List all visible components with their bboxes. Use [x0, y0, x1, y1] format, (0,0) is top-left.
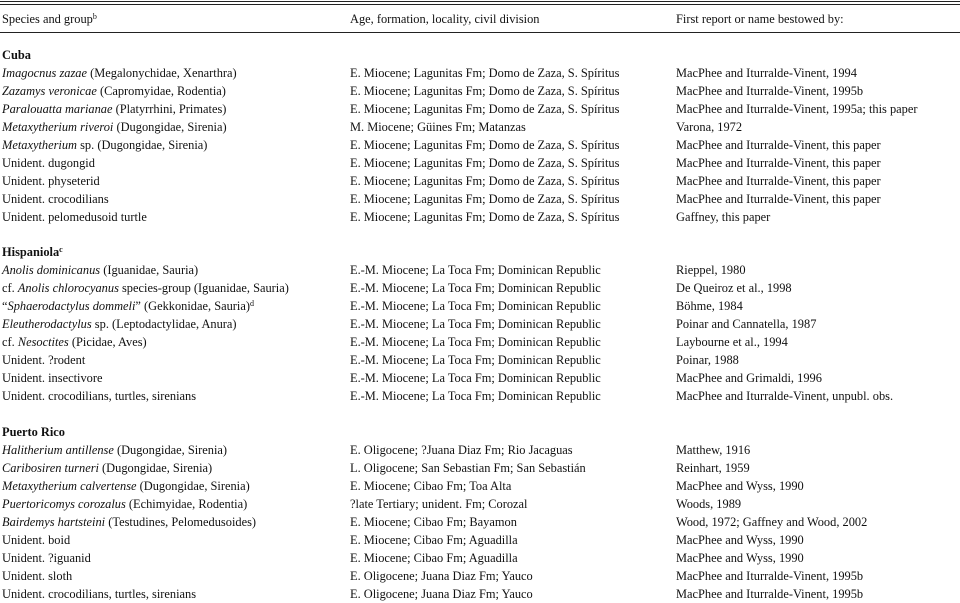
species-group: (Dugongidae, Sirenia): [113, 120, 227, 134]
species-name: Metaxytherium calvertense: [2, 479, 137, 493]
table-row: [0, 477, 960, 495]
table-row: [0, 531, 960, 549]
species-cell: [2, 118, 227, 136]
species-group: (Testudines, Pelomedusoides): [105, 515, 257, 529]
report-cell: Böhme, 1984: [676, 299, 743, 313]
species-prefix: cf.: [2, 335, 18, 349]
top-rule-1: [0, 1, 960, 2]
species-name: Paralouatta marianae: [2, 102, 113, 116]
species-group: (Megalonychidae, Xenarthra): [87, 66, 237, 80]
age-cell: E. Miocene; Lagunitas Fm; Domo de Zaza, S. Spíritus: [350, 138, 620, 152]
species-prefix: Unident. insectivore: [2, 371, 103, 385]
report-cell: Gaffney, this paper: [676, 210, 771, 224]
species-cell: [2, 495, 247, 513]
report-cell: MacPhee and Iturralde-Vinent, 1995a; this paper: [676, 102, 918, 116]
table-row: [0, 351, 960, 369]
table-row: [0, 315, 960, 333]
species-name: Metaxytherium: [2, 138, 78, 152]
table-row: [0, 136, 960, 154]
species-name: Caribosiren turneri: [2, 461, 99, 475]
table-row: [0, 190, 960, 208]
species-cell: [2, 82, 226, 100]
species-cell: [2, 100, 226, 118]
group-name-text: Cuba: [2, 48, 31, 62]
report-cell: MacPhee and Iturralde-Vinent, this paper: [676, 192, 881, 206]
age-cell: E. Miocene; Lagunitas Fm; Domo de Zaza, S. Spíritus: [350, 102, 620, 116]
table-row: [0, 208, 960, 226]
table-row: [0, 64, 960, 82]
species-prefix: Unident. crocodilians, turtles, sirenians: [2, 389, 197, 403]
group-footnote: c: [59, 245, 63, 254]
species-prefix: Unident. boid: [2, 533, 71, 547]
table-row: [0, 154, 960, 172]
species-name: Nesoctites: [17, 335, 69, 349]
species-cell: [2, 459, 212, 477]
table-row: [0, 261, 960, 279]
species-prefix: Unident. crocodilians: [2, 192, 109, 206]
species-cell: [2, 369, 102, 387]
species-cell: [2, 279, 289, 297]
age-cell: ?late Tertiary; unident. Fm; Corozal: [350, 497, 528, 511]
species-cell: [2, 64, 237, 82]
species-prefix: Unident. dugongid: [2, 156, 95, 170]
age-cell: E. Miocene; Lagunitas Fm; Domo de Zaza, S. Spíritus: [350, 210, 620, 224]
species-group: (Echimyidae, Rodentia): [125, 497, 248, 511]
species-name: Sphaerodactylus dommeli: [7, 299, 136, 313]
table-row: [0, 459, 960, 477]
header-rule: [0, 32, 960, 33]
table-row: [0, 495, 960, 513]
age-cell: E. Miocene; Cibao Fm; Aguadilla: [350, 533, 518, 547]
species-name: Zazamys veronicae: [2, 84, 97, 98]
table-row: [0, 369, 960, 387]
age-cell: L. Oligocene; San Sebastian Fm; San Sebastián: [350, 461, 586, 475]
age-cell: E. Miocene; Lagunitas Fm; Domo de Zaza, S. Spíritus: [350, 84, 620, 98]
top-rule-2: [0, 4, 960, 5]
header-report: First report or name bestowed by:: [676, 12, 844, 26]
report-cell: MacPhee and Iturralde-Vinent, 1995b: [676, 84, 864, 98]
species-cell: [2, 387, 196, 405]
species-prefix: Unident. sloth: [2, 569, 73, 583]
table-row: [0, 567, 960, 585]
species-cell: [2, 477, 250, 495]
species-group: (Platyrrhini, Primates): [112, 102, 227, 116]
species-group: (Dugongidae, Sirenia): [98, 461, 213, 475]
age-cell: E. Oligocene; ?Juana Diaz Fm; Rio Jacaguas: [350, 443, 573, 457]
table-row: [0, 441, 960, 459]
species-prefix: Unident. ?rodent: [2, 353, 86, 367]
table-row: [0, 549, 960, 567]
report-cell: Varona, 1972: [676, 120, 743, 134]
species-prefix: Unident. physeterid: [2, 174, 100, 188]
table-row: [0, 297, 960, 315]
species-prefix: Unident. crocodilians, turtles, sirenians: [2, 587, 197, 601]
table-row: [0, 387, 960, 405]
group-heading: [0, 243, 960, 261]
age-cell: E. Miocene; Lagunitas Fm; Domo de Zaza, S. Spíritus: [350, 66, 620, 80]
species-name: Bairdemys hartsteini: [2, 515, 106, 529]
species-cell: [2, 154, 95, 172]
report-cell: Woods, 1989: [676, 497, 742, 511]
species-cell: [2, 136, 207, 154]
age-cell: E. Miocene; Lagunitas Fm; Domo de Zaza, S. Spíritus: [350, 192, 620, 206]
age-cell: E. Miocene; Cibao Fm; Aguadilla: [350, 551, 518, 565]
report-cell: MacPhee and Iturralde-Vinent, unpubl. obs.: [676, 389, 894, 403]
group-name-text: Puerto Rico: [2, 425, 65, 439]
report-cell: Poinar and Cannatella, 1987: [676, 317, 817, 331]
age-cell: E.-M. Miocene; La Toca Fm; Dominican Republic: [350, 389, 601, 403]
age-cell: E. Miocene; Cibao Fm; Bayamon: [350, 515, 517, 529]
species-cell: [2, 190, 109, 208]
age-cell: E. Oligocene; Juana Diaz Fm; Yauco: [350, 569, 533, 583]
report-cell: Wood, 1972; Gaffney and Wood, 2002: [676, 515, 868, 529]
species-cell: [2, 585, 196, 603]
species-cell: [2, 567, 72, 585]
species-group: sp. (Dugongidae, Sirenia): [77, 138, 208, 152]
group-heading: [0, 423, 960, 441]
species-name: Metaxytherium riveroi: [2, 120, 114, 134]
group-name: [2, 243, 63, 261]
table-header: [0, 10, 960, 28]
species-group: (Capromyidae, Rodentia): [96, 84, 226, 98]
species-prefix: Unident. pelomedusoid turtle: [2, 210, 147, 224]
species-group: ” (Gekkonidae, Sauria): [135, 299, 250, 313]
age-cell: E.-M. Miocene; La Toca Fm; Dominican Republic: [350, 371, 601, 385]
species-footnote: d: [249, 299, 254, 308]
report-cell: Reinhart, 1959: [676, 461, 750, 475]
table-row: [0, 172, 960, 190]
species-cell: [2, 297, 254, 315]
report-cell: MacPhee and Iturralde-Vinent, 1995b: [676, 569, 864, 583]
species-name: Anolis dominicanus: [2, 263, 101, 277]
species-name: Imagocnus zazae: [2, 66, 88, 80]
species-prefix: “: [2, 299, 8, 313]
species-prefix: Unident. ?iguanid: [2, 551, 91, 565]
report-cell: MacPhee and Iturralde-Vinent, this paper: [676, 138, 881, 152]
species-group: (Dugongidae, Sirenia): [136, 479, 250, 493]
report-cell: MacPhee and Iturralde-Vinent, this paper: [676, 156, 881, 170]
age-cell: E. Oligocene; Juana Diaz Fm; Yauco: [350, 587, 533, 601]
species-cell: [2, 441, 227, 459]
report-cell: MacPhee and Wyss, 1990: [676, 479, 804, 493]
species-name: Eleutherodactylus: [2, 317, 92, 331]
group-heading: [0, 46, 960, 64]
age-cell: E.-M. Miocene; La Toca Fm; Dominican Republic: [350, 263, 601, 277]
age-cell: E.-M. Miocene; La Toca Fm; Dominican Republic: [350, 281, 601, 295]
age-cell: E.-M. Miocene; La Toca Fm; Dominican Republic: [350, 317, 601, 331]
report-cell: MacPhee and Grimaldi, 1996: [676, 371, 822, 385]
header-species: Species and group$^b$: [2, 12, 97, 26]
age-cell: M. Miocene; Güines Fm; Matanzas: [350, 120, 526, 134]
table-row: [0, 279, 960, 297]
species-cell: [2, 351, 85, 369]
species-cell: [2, 531, 70, 549]
group-name: [2, 46, 31, 64]
species-group: (Iguanidae, Sauria): [100, 263, 199, 277]
group-name-text: Hispaniola: [2, 245, 60, 259]
species-cell: [2, 208, 147, 226]
species-group: (Picidae, Aves): [68, 335, 147, 349]
species-cell: [2, 172, 100, 190]
report-cell: De Queiroz et al., 1998: [676, 281, 792, 295]
report-cell: Matthew, 1916: [676, 443, 751, 457]
species-cell: [2, 315, 237, 333]
species-cell: [2, 333, 147, 351]
report-cell: MacPhee and Iturralde-Vinent, 1994: [676, 66, 857, 80]
report-cell: MacPhee and Iturralde-Vinent, 1995b: [676, 587, 864, 601]
age-cell: E.-M. Miocene; La Toca Fm; Dominican Republic: [350, 335, 601, 349]
species-name: Puertoricomys corozalus: [2, 497, 126, 511]
species-name: Anolis chlorocyanus: [17, 281, 119, 295]
report-cell: MacPhee and Wyss, 1990: [676, 533, 804, 547]
table-row: [0, 100, 960, 118]
header-age: Age, formation, locality, civil division: [350, 12, 540, 26]
age-cell: E. Miocene; Lagunitas Fm; Domo de Zaza, S. Spíritus: [350, 156, 620, 170]
species-group: (Dugongidae, Sirenia): [113, 443, 228, 457]
species-cell: [2, 261, 198, 279]
report-cell: MacPhee and Wyss, 1990: [676, 551, 804, 565]
report-cell: Laybourne et al., 1994: [676, 335, 788, 349]
species-name: Halitherium antillense: [2, 443, 114, 457]
report-cell: MacPhee and Iturralde-Vinent, this paper: [676, 174, 881, 188]
report-cell: Rieppel, 1980: [676, 263, 746, 277]
age-cell: E.-M. Miocene; La Toca Fm; Dominican Republic: [350, 299, 601, 313]
species-group: sp. (Leptodactylidae, Anura): [91, 317, 237, 331]
table-row: [0, 118, 960, 136]
age-cell: E. Miocene; Cibao Fm; Toa Alta: [350, 479, 512, 493]
table-row: [0, 585, 960, 603]
group-name: [2, 423, 65, 441]
table-row: [0, 513, 960, 531]
species-cell: [2, 513, 256, 531]
age-cell: E.-M. Miocene; La Toca Fm; Dominican Republic: [350, 353, 601, 367]
species-group: species-group (Iguanidae, Sauria): [118, 281, 289, 295]
species-prefix: cf.: [2, 281, 18, 295]
species-cell: [2, 549, 91, 567]
table-row: [0, 82, 960, 100]
report-cell: Poinar, 1988: [676, 353, 739, 367]
table-row: [0, 333, 960, 351]
age-cell: E. Miocene; Lagunitas Fm; Domo de Zaza, S. Spíritus: [350, 174, 620, 188]
